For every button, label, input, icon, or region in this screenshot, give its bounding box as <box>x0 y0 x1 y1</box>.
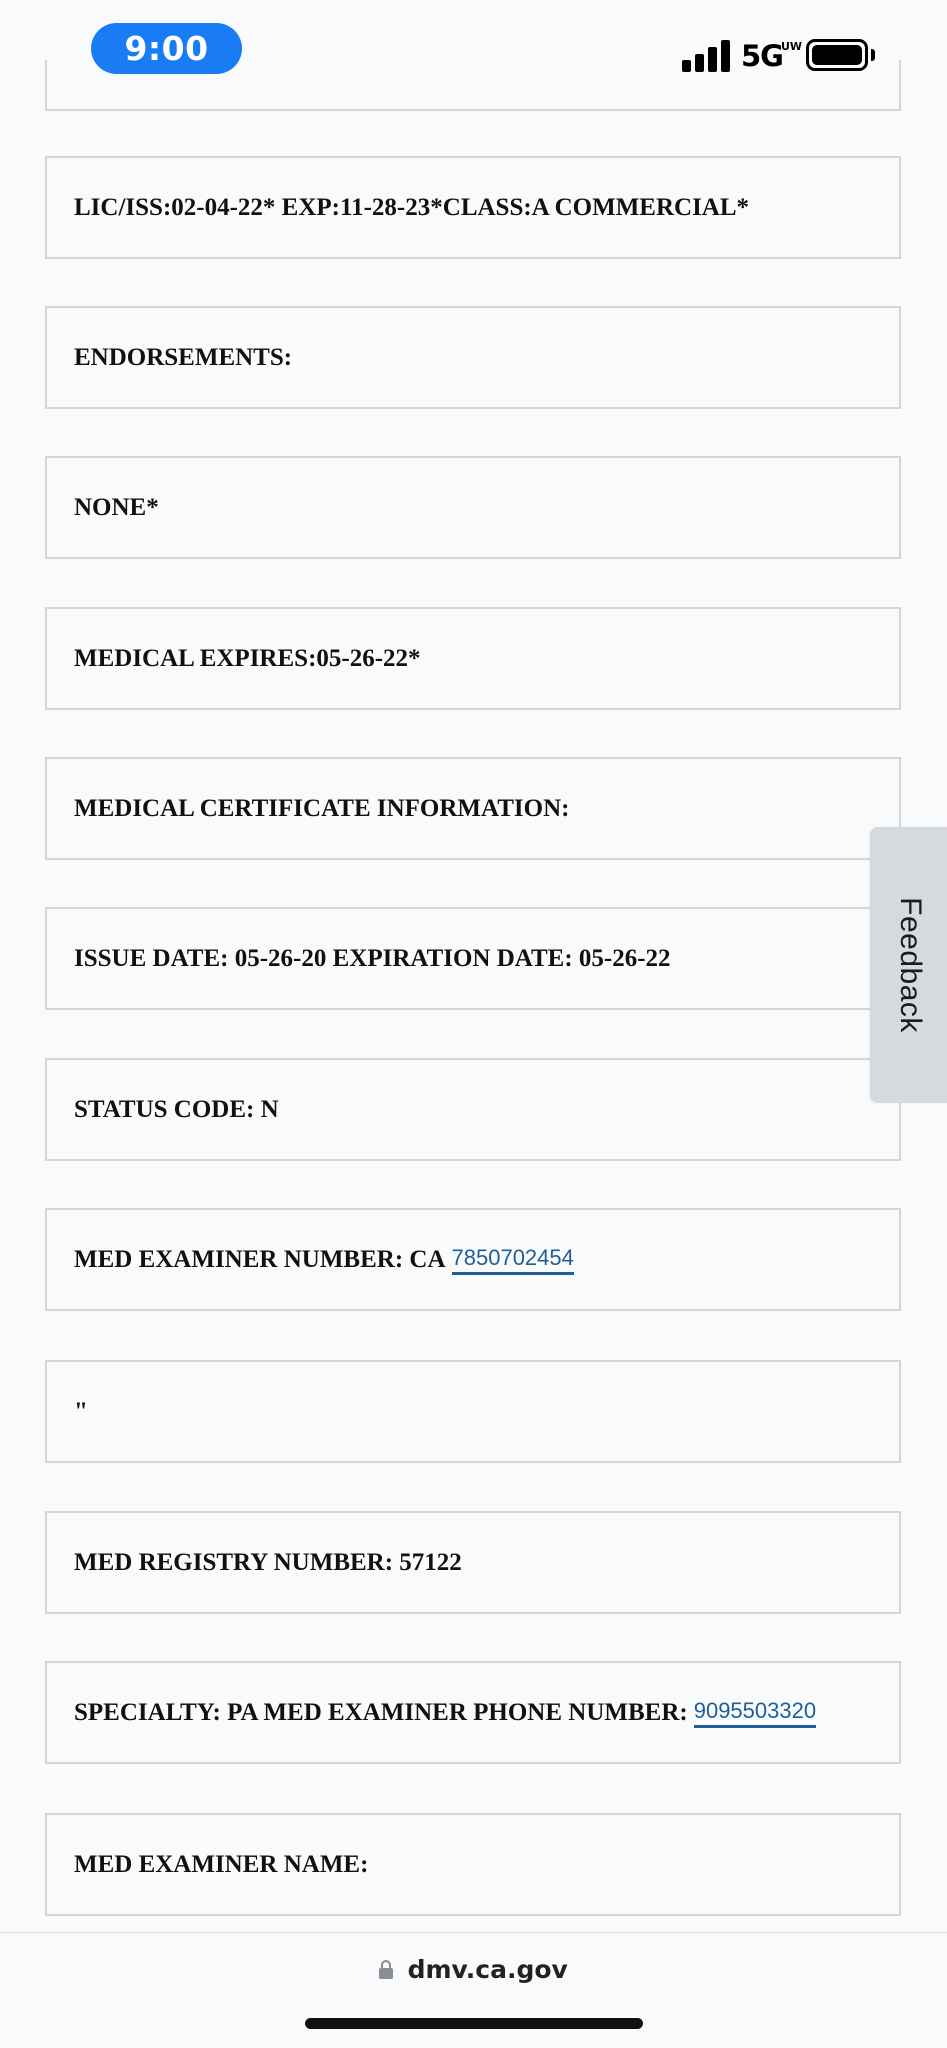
record-text: MED EXAMINER NAME: <box>74 1850 369 1878</box>
examiner-phone-link[interactable]: 9095503320 <box>694 1698 816 1728</box>
record-text: " <box>74 1397 88 1425</box>
record-med-registry <box>45 1511 901 1614</box>
record-endorsements-value <box>45 456 901 559</box>
record-status-code <box>45 1058 901 1161</box>
record-text: MED EXAMINER NUMBER: CA <box>74 1245 446 1273</box>
feedback-tab[interactable] <box>870 827 947 1103</box>
record-text: ENDORSEMENTS: <box>74 343 293 371</box>
record-text: NONE* <box>74 493 159 521</box>
record-text: LIC/ISS:02-04-22* EXP:11-28-23*CLASS:A COMMERCIAL* <box>74 193 750 221</box>
record-med-examiner-name <box>45 1813 901 1916</box>
record-medical-cert-header <box>45 757 901 860</box>
record-text: SPECIALTY: PA MED EXAMINER PHONE NUMBER: <box>74 1698 688 1726</box>
browser-bottom-bar <box>0 1932 947 2048</box>
record-endorsements-label <box>45 306 901 409</box>
record-medical-expires <box>45 607 901 710</box>
status-time[interactable]: 9:00 <box>91 23 242 74</box>
record-text: ISSUE DATE: 05-26-20 EXPIRATION DATE: 05-26-22 <box>74 944 671 972</box>
network-badge: UW <box>781 40 803 53</box>
record-license-class <box>45 156 901 259</box>
record-quote <box>45 1360 901 1463</box>
record-text: MEDICAL EXPIRES:05-26-22* <box>74 644 421 672</box>
address-bar[interactable] <box>0 1955 947 1991</box>
feedback-label: Feedback <box>894 897 927 1033</box>
record-specialty-phone <box>45 1661 901 1764</box>
record-text: MEDICAL CERTIFICATE INFORMATION: <box>74 794 570 822</box>
lock-icon <box>379 1960 393 1980</box>
record-card-partial <box>45 60 901 111</box>
home-indicator[interactable] <box>305 2018 643 2029</box>
record-med-examiner-number <box>45 1208 901 1311</box>
examiner-number-link[interactable]: 7850702454 <box>452 1245 574 1275</box>
record-text: MED REGISTRY NUMBER: 57122 <box>74 1548 462 1576</box>
url-text: dmv.ca.gov <box>407 1955 568 1984</box>
record-text: STATUS CODE: N <box>74 1095 279 1123</box>
record-issue-expiration <box>45 907 901 1010</box>
network-type: 5G <box>741 39 783 73</box>
